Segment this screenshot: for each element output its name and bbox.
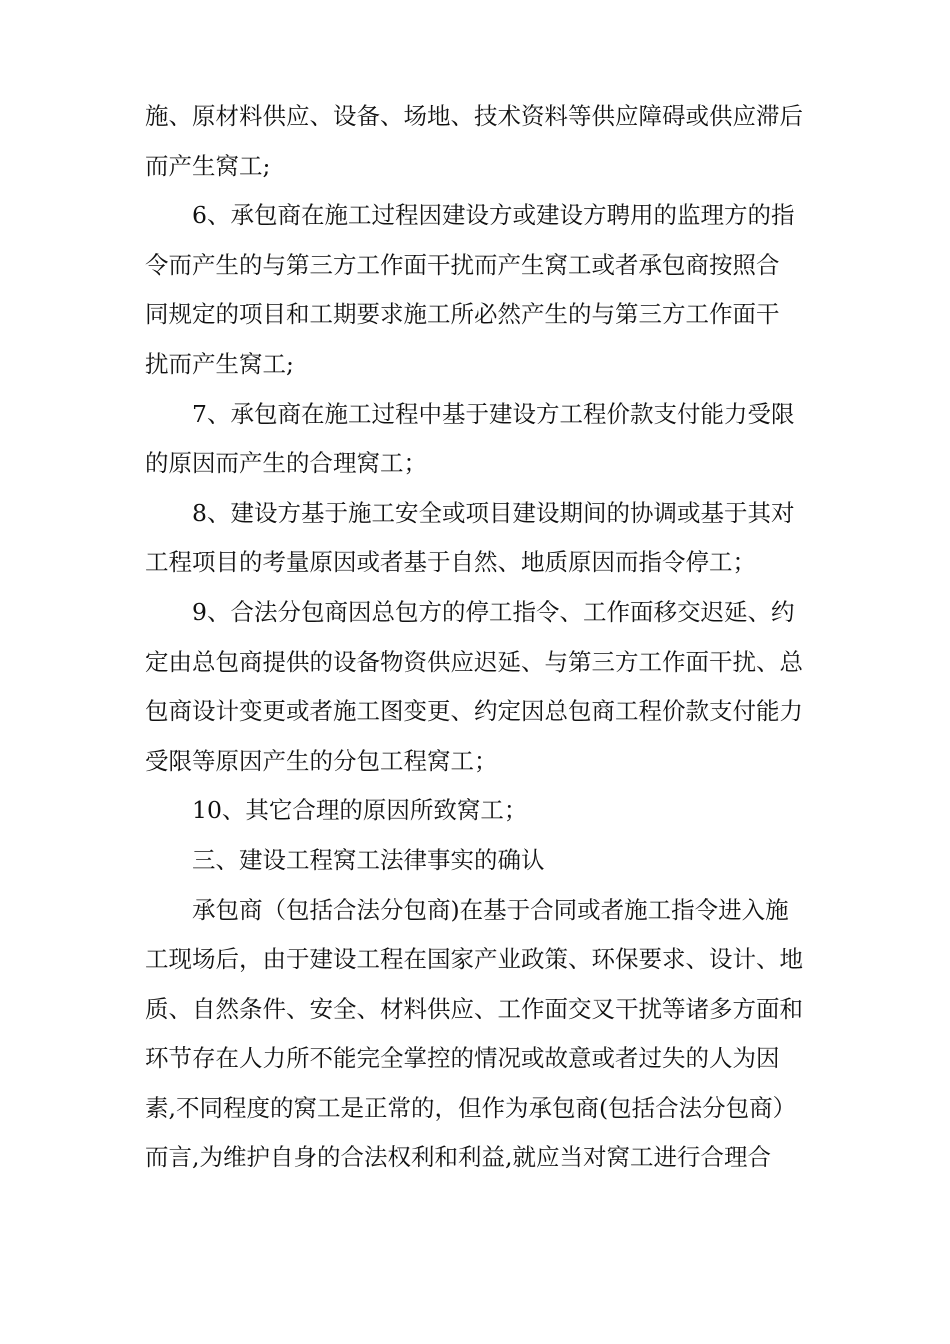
text-line: 而产生窝工; — [145, 151, 271, 180]
text-line: 7、承包商在施工过程中基于建设方工程价款支付能力受限 — [192, 399, 795, 428]
text-line: 受限等原因产生的分包工程窝工； — [145, 746, 498, 775]
text-line: 10、其它合理的原因所致窝工； — [192, 796, 528, 825]
text-line: 素,不同程度的窝工是正常的，但作为承包商(包括合法分包商） — [145, 1093, 797, 1122]
text-line: 6、承包商在施工过程因建设方或建设方聘用的监理方的指 — [192, 201, 795, 230]
text-line: 令而产生的与第三方工作面干扰而产生窝工或者承包商按照合 — [145, 250, 780, 279]
text-line: 扰而产生窝工; — [145, 349, 294, 378]
text-line: 而言,为维护自身的合法权利和利益,就应当对窝工进行合理合 — [145, 1143, 771, 1172]
text-line: 承包商（包括合法分包商)在基于合同或者施工指令进入施 — [192, 895, 789, 924]
text-line: 工现场后，由于建设工程在国家产业政策、环保要求、设计、地 — [145, 945, 803, 974]
text-line: 同规定的项目和工期要求施工所必然产生的与第三方工作面干 — [145, 300, 780, 329]
text-line: 施、原材料供应、设备、场地、技术资料等供应障碍或供应滞后 — [145, 102, 803, 130]
body-text — [145, 92, 815, 1183]
text-line: 质、自然条件、安全、材料供应、工作面交叉干扰等诸多方面和 — [145, 994, 803, 1023]
text-line: 定由总包商提供的设备物资供应迟延、与第三方工作面干扰、总 — [145, 647, 803, 676]
text-line: 包商设计变更或者施工图变更、约定因总包商工程价款支付能力 — [145, 697, 803, 726]
text-line: 工程项目的考量原因或者基于自然、地质原因而指令停工； — [145, 548, 756, 577]
text-line: 9、合法分包商因总包方的停工指令、工作面移交迟延、约 — [192, 597, 795, 626]
section-heading: 三、建设工程窝工法律事实的确认 — [192, 845, 545, 874]
text-line: 环节存在人力所不能完全掌控的情况或故意或者过失的人为因 — [145, 1044, 780, 1073]
text-line: 的原因而产生的合理窝工； — [145, 449, 427, 478]
text-line: 8、建设方基于施工安全或项目建设期间的协调或基于其对 — [192, 498, 795, 527]
